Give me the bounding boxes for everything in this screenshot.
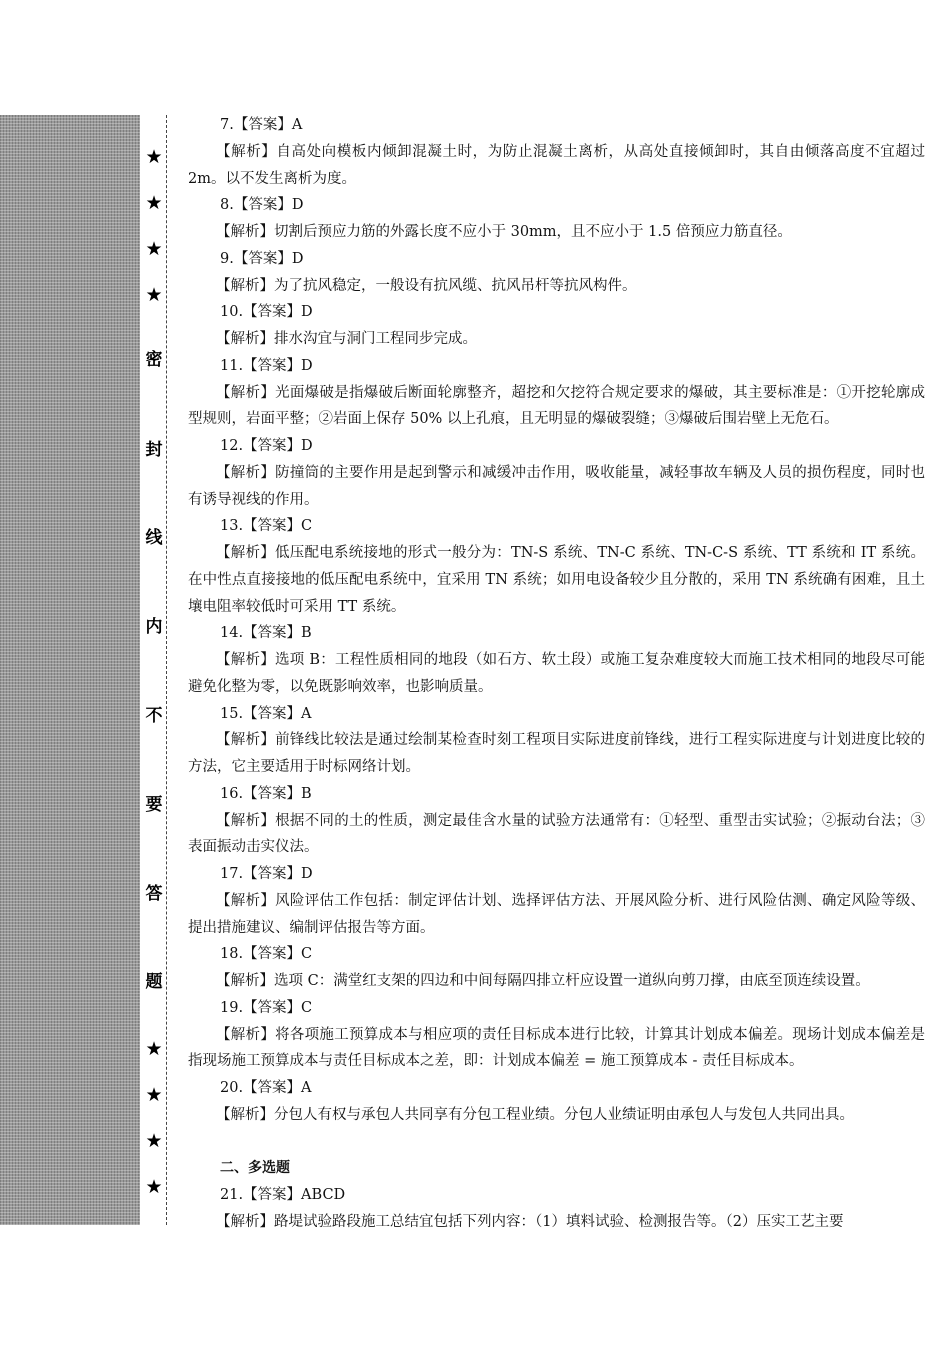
explanation-paragraph: 【解析】排水沟宜与洞门工程同步完成。	[216, 331, 477, 347]
answer-line: 18.【答案】C	[220, 946, 313, 963]
seal-char: 不	[145, 706, 163, 726]
explanation-paragraph: 【解析】路堤试验路段施工总结宜包括下列内容：（1）填料试验、检测报告等。（2）压实工艺主要	[216, 1213, 844, 1230]
seal-char: 内	[145, 617, 163, 637]
explanation-paragraph: 【解析】前锋线比较法是通过绘制某检查时刻工程项目实际进度前锋线，进行工程实际进度与计划进度比较的方法，它主要适用于时标网络计划。	[188, 732, 925, 775]
star-icon: ★	[145, 284, 163, 306]
seal-char: 要	[145, 795, 163, 815]
answer-line: 8.【答案】D	[220, 197, 304, 214]
explanation-paragraph: 【解析】选项 B：工程性质相同的地段（如石方、软土段）或施工复杂难度较大而施工技术相同的地段尽可能避免化整为零，以免既影响效率，也影响质量。	[188, 652, 925, 695]
seal-char: 答	[145, 884, 163, 904]
seal-char: 线	[145, 528, 163, 548]
star-icon: ★	[145, 1130, 163, 1152]
star-icon: ★	[145, 192, 163, 214]
binding-margin-strip	[0, 115, 140, 1225]
answer-line: 11.【答案】D	[220, 357, 313, 374]
answer-line: 19.【答案】C	[220, 999, 313, 1016]
answer-line: 17.【答案】D	[220, 866, 313, 882]
answer-line: 9.【答案】D	[220, 250, 304, 267]
answer-line: 12.【答案】D	[220, 438, 313, 454]
seal-cut-line	[166, 115, 167, 1225]
star-icon: ★	[145, 1038, 163, 1060]
answer-line: 10.【答案】D	[220, 304, 313, 321]
seal-char: 密	[145, 350, 163, 370]
explanation-paragraph: 【解析】低压配电系统接地的形式一般分为：TN-S 系统、TN-C 系统、TN-C-S 系统、TT 系统和 IT 系统。在中性点直接接地的低压配电系统中，宜采用 TN 系统；如用电设备较少且分散的，采用 TN 系统确有困难，且土壤电阻率较低时可采用 TT 系统。	[188, 545, 925, 615]
answer-line: 21.【答案】ABCD	[220, 1187, 346, 1203]
answer-line: 16.【答案】B	[220, 785, 312, 802]
star-icon: ★	[145, 1176, 163, 1198]
explanation-paragraph: 【解析】将各项施工预算成本与相应项的责任目标成本进行比较，计算其计划成本偏差。现场计划成本偏差是指现场施工预算成本与责任目标成本之差，即：计划成本偏差 = 施工预算成本 - 责任目标成本。	[188, 1026, 925, 1070]
explanation-paragraph: 【解析】光面爆破是指爆破后断面轮廓整齐，超挖和欠挖符合规定要求的爆破，其主要标准是：①开挖轮廓成型规则，岩面平整；②岩面上保存 50% 以上孔痕，且无明显的爆破裂缝；③爆破后围岩壁上无危石。	[188, 384, 925, 428]
explanation-paragraph: 【解析】自高处向模板内倾卸混凝土时，为防止混凝土离析，从高处直接倾卸时，其自由倾落高度不宜超过 2m。以不发生离析为度。	[188, 143, 925, 187]
section-spacer	[188, 1129, 925, 1156]
explanation-paragraph: 【解析】为了抗风稳定，一般设有抗风缆、抗风吊杆等抗风构件。	[216, 277, 637, 294]
star-icon: ★	[145, 238, 163, 260]
answer-content	[188, 112, 925, 1236]
star-icon: ★	[145, 1084, 163, 1106]
answer-line: 20.【答案】A	[220, 1080, 312, 1096]
answer-line: 14.【答案】B	[220, 625, 312, 642]
explanation-paragraph: 【解析】根据不同的土的性质，测定最佳含水量的试验方法通常有：①轻型、重型击实试验；②振动台法；③表面振动击实仪法。	[188, 812, 925, 856]
star-icon: ★	[145, 146, 163, 168]
explanation-paragraph: 【解析】切割后预应力筋的外露长度不应小于 30mm，且不应小于 1.5 倍预应力筋直径。	[216, 224, 792, 240]
section-heading: 二、多选题	[220, 1160, 290, 1177]
answer-line: 13.【答案】C	[220, 518, 313, 535]
explanation-paragraph: 【解析】分包人有权与承包人共同享有分包工程业绩。分包人业绩证明由承包人与发包人共同出具。	[216, 1106, 854, 1123]
seal-char: 题	[145, 972, 163, 992]
answer-line: 15.【答案】A	[220, 705, 312, 722]
seal-char: 封	[145, 440, 163, 460]
answer-line: 7.【答案】A	[220, 117, 303, 133]
explanation-paragraph: 【解析】风险评估工作包括：制定评估计划、选择评估方法、开展风险分析、进行风险估测、确定风险等级、提出措施建议、编制评估报告等方面。	[188, 892, 925, 936]
explanation-paragraph: 【解析】防撞筒的主要作用是起到警示和减缓冲击作用，吸收能量，减轻事故车辆及人员的损伤程度，同时也有诱导视线的作用。	[188, 464, 925, 508]
explanation-paragraph: 【解析】选项 C：满堂红支架的四边和中间每隔四排立杆应设置一道纵向剪刀撑，由底至顶连续设置。	[216, 973, 870, 989]
